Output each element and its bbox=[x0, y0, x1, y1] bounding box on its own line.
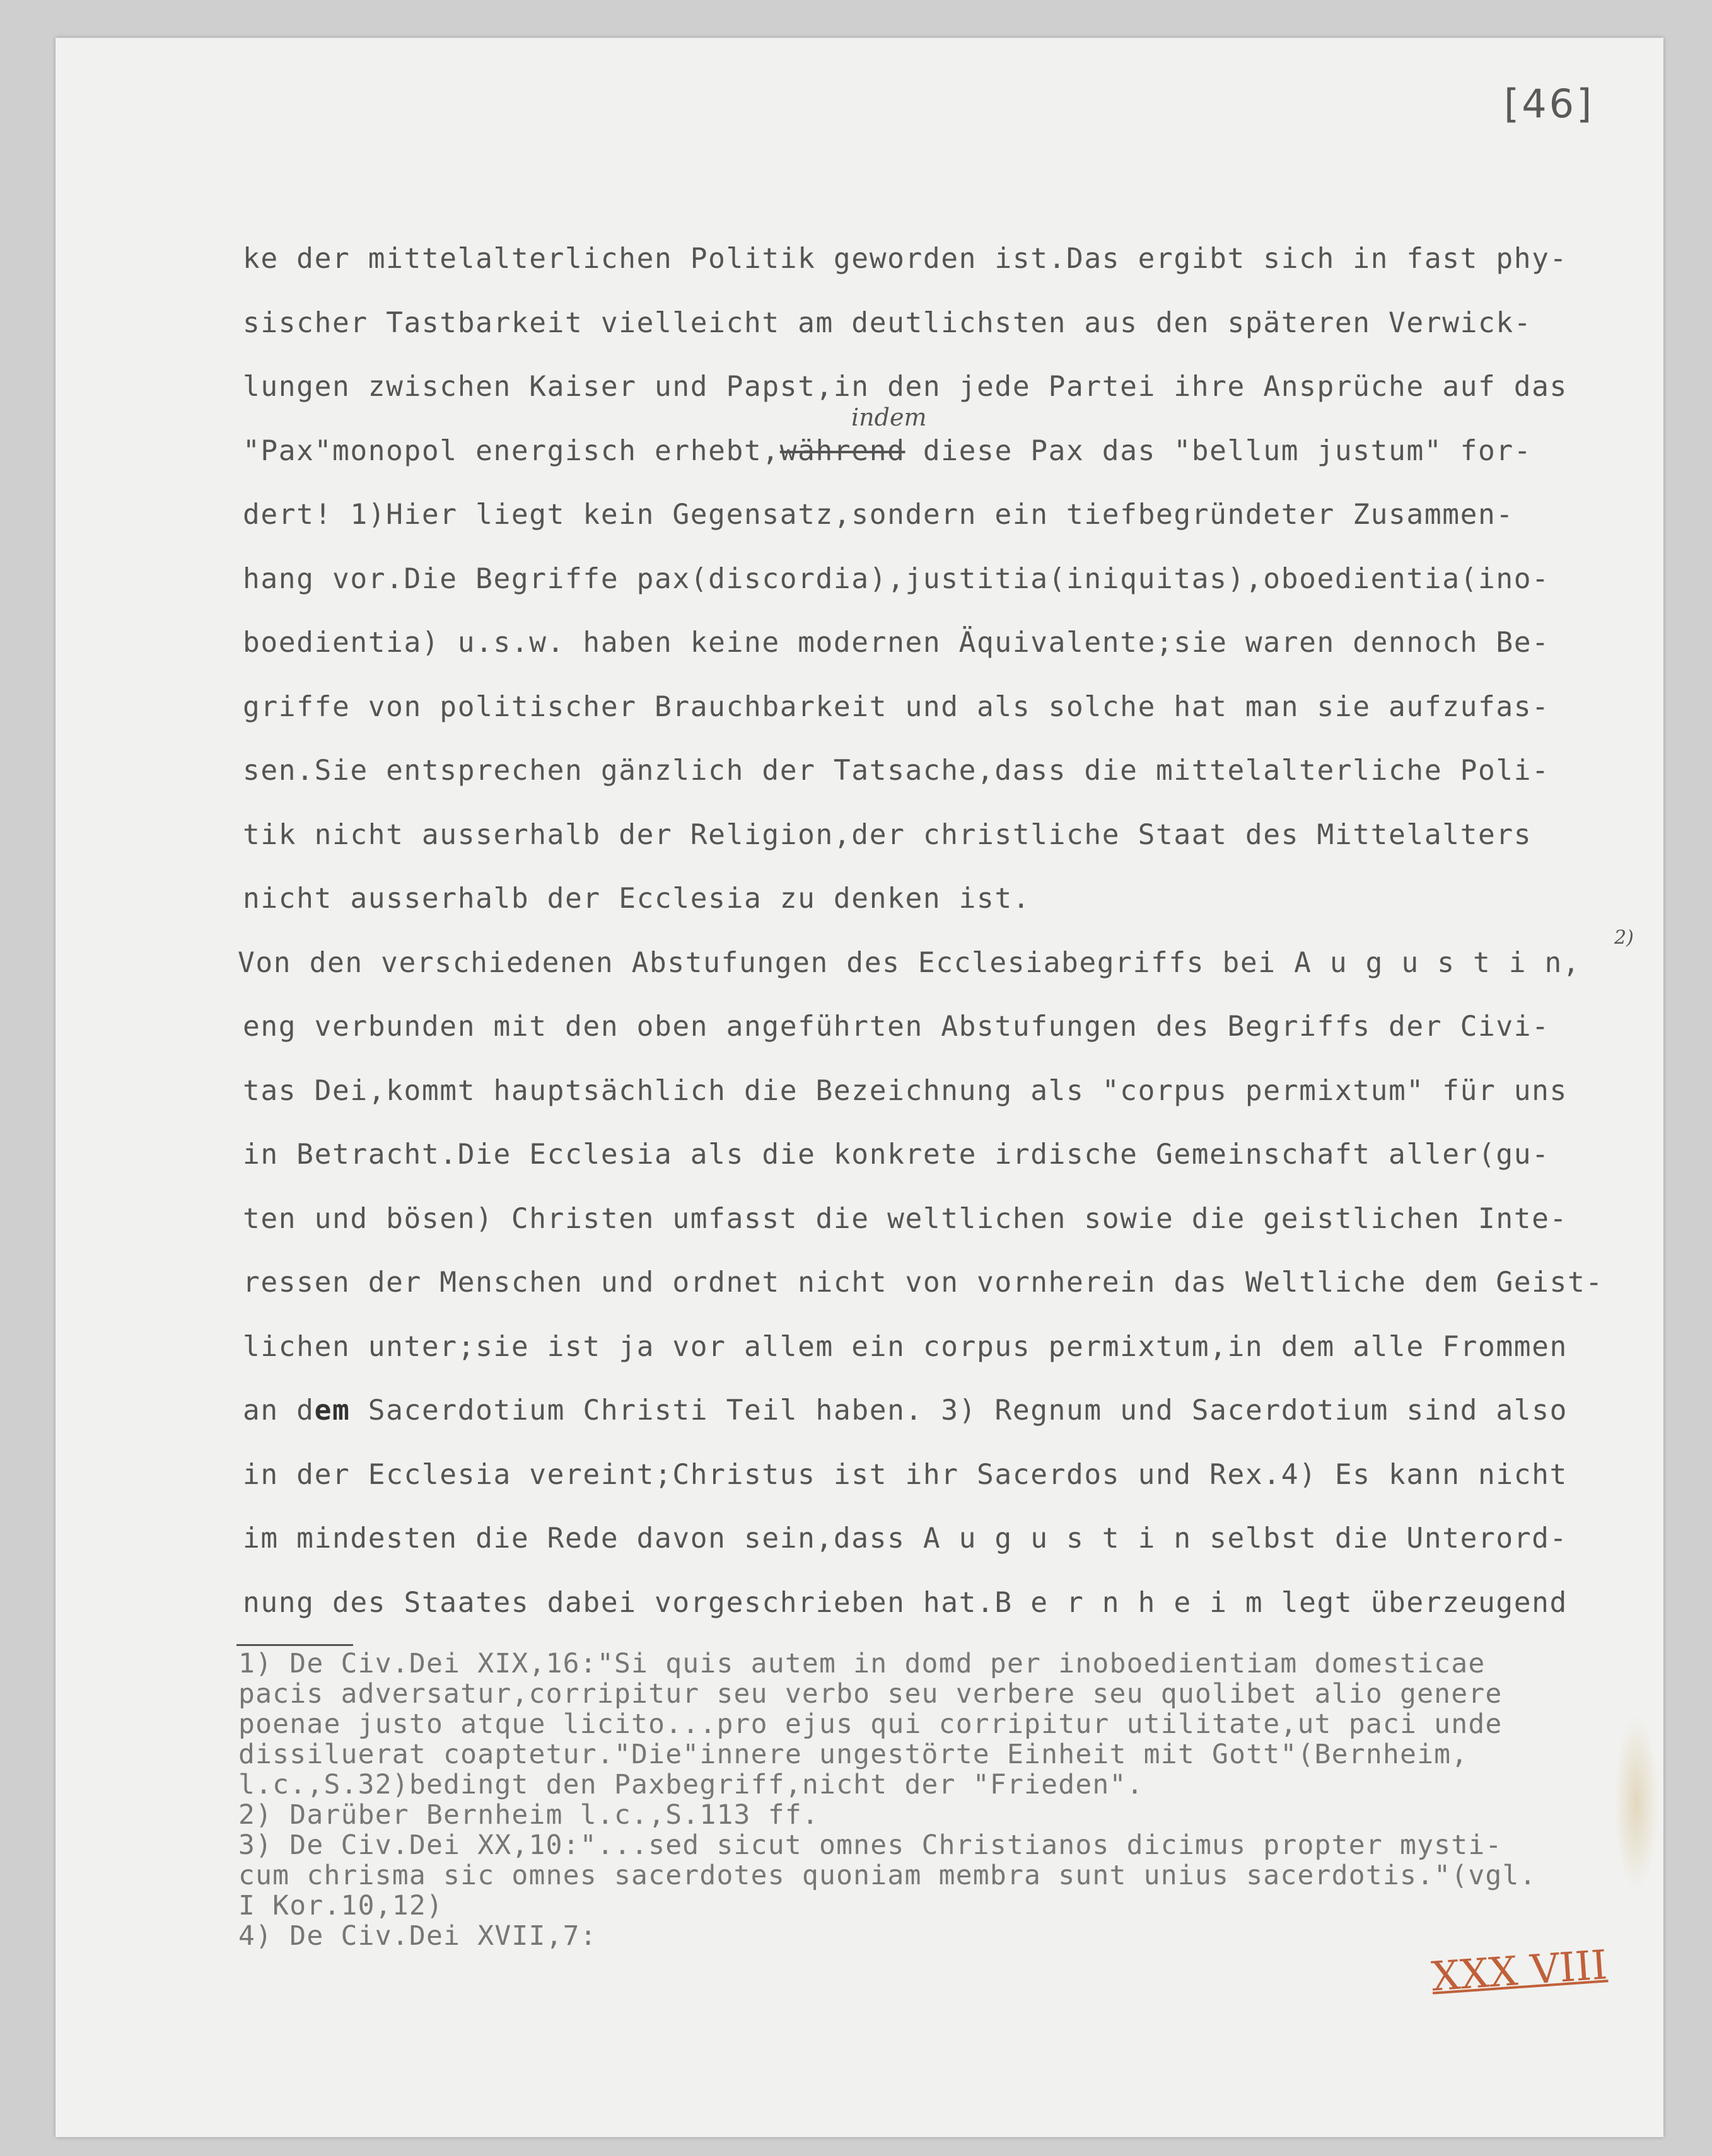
text-line: eng verbunden mit den oben angeführten Abstufungen des Begriffs der Civi- bbox=[243, 1011, 1550, 1043]
text-line: tik nicht ausserhalb der Religion,der christliche Staat des Mittelalters bbox=[243, 818, 1532, 851]
text-line: sen.Sie entsprechen gänzlich der Tatsache,dass die mittelalterliche Poli- bbox=[243, 755, 1550, 787]
footnote-line: 4) De Civ.Dei XVII,7: bbox=[238, 1920, 597, 1952]
text-line: lichen unter;sie ist ja vor allem ein corpus permixtum,in dem alle Frommen bbox=[243, 1330, 1568, 1363]
footnote-line: 3) De Civ.Dei XX,10:"...sed sicut omnes Christianos dicimus propter mysti- bbox=[238, 1829, 1503, 1861]
footnote-divider bbox=[236, 1644, 353, 1646]
text-line: im mindesten die Rede davon sein,dass A u g u s t i n selbst die Unterord- bbox=[243, 1522, 1568, 1555]
footnote-line: l.c.,S.32)bedingt den Paxbegriff,nicht der "Frieden". bbox=[238, 1769, 1144, 1800]
footnotes bbox=[238, 1649, 1670, 1951]
text-line: in Betracht.Die Ecclesia als die konkrete irdische Gemeinschaft aller(gu- bbox=[243, 1139, 1550, 1171]
text-line: ten und bösen) Christen umfasst die weltlichen sowie die geistlichen Inte- bbox=[243, 1202, 1568, 1235]
footnote-line: 2) Darüber Bernheim l.c.,S.113 ff. bbox=[238, 1799, 819, 1831]
text-line: ressen der Menschen und ordnet nicht von vornherein das Weltliche dem Geist- bbox=[243, 1266, 1604, 1299]
text-fragment: diese Pax das "bellum justum" for- bbox=[905, 434, 1532, 467]
text-line: tas Dei,kommt hauptsächlich die Bezeichnung als "corpus permixtum" für uns bbox=[243, 1074, 1568, 1107]
overtyped-word: em bbox=[314, 1394, 351, 1427]
text-fragment: an d bbox=[243, 1394, 315, 1427]
text-line bbox=[243, 419, 1668, 484]
text-line: griffe von politischer Brauchbarkeit und als solche hat man sie aufzufas- bbox=[243, 690, 1550, 723]
text-line: ke der mittelalterlichen Politik geworden ist.Das ergibt sich in fast phy- bbox=[243, 243, 1568, 275]
text-line: nung des Staates dabei vorgeschrieben hat.B e r n h e i m legt überzeugend bbox=[243, 1586, 1568, 1619]
handwritten-footnote-marker: 2) bbox=[1614, 927, 1634, 949]
footnote-line: I Kor.10,12) bbox=[238, 1890, 444, 1921]
handwritten-insertion: indem bbox=[851, 403, 927, 431]
text-line: hang vor.Die Begriffe pax(discordia),justitia(iniquitas),oboedientia(ino- bbox=[243, 562, 1550, 595]
text-fragment: "Pax"monopol energisch erhebt, bbox=[243, 434, 780, 467]
text-line: Von den verschiedenen Abstufungen des Ecclesiabegriffs bei A u g u s t i n, bbox=[238, 946, 1581, 979]
footnote-line: dissiluerat coaptetur."Die"innere ungestörte Einheit mit Gott"(Bernheim, bbox=[238, 1739, 1469, 1770]
text-line: dert! 1)Hier liegt kein Gegensatz,sondern ein tiefbegründeter Zusammen- bbox=[243, 499, 1514, 531]
footnote-line: pacis adversatur,corripitur seu verbo seu verbere seu quolibet alio genere bbox=[238, 1678, 1503, 1710]
text-line: in der Ecclesia vereint;Christus ist ihr Sacerdos und Rex.4) Es kann nicht bbox=[243, 1458, 1568, 1491]
footnote-line: cum chrisma sic omnes sacerdotes quoniam membra sunt unius sacerdotis."(vgl. bbox=[238, 1860, 1537, 1891]
text-line: nicht ausserhalb der Ecclesia zu denken ist. bbox=[243, 883, 1031, 915]
archive-folio-mark: XXX VIII bbox=[1430, 1942, 1609, 2001]
body-text bbox=[238, 227, 1668, 1635]
footnote-line: poenae justo atque licito...pro ejus qui corripitur utilitate,ut paci unde bbox=[238, 1708, 1503, 1740]
text-line: lungen zwischen Kaiser und Papst,in den jede Partei ihre Ansprüche auf das bbox=[243, 371, 1568, 403]
text-fragment: Sacerdotium Christi Teil haben. 3) Regnum und Sacerdotium sind also bbox=[350, 1394, 1568, 1427]
text-line bbox=[243, 1379, 1668, 1443]
text-line: sischer Tastbarkeit vielleicht am deutlichsten aus den späteren Verwick- bbox=[243, 306, 1532, 339]
page-number: [46] bbox=[1504, 81, 1595, 127]
footnote-line: 1) De Civ.Dei XIX,16:"Si quis autem in domd per inoboedientiam domesticae bbox=[238, 1648, 1486, 1679]
struck-word: während bbox=[779, 434, 905, 467]
text-line: boedientia) u.s.w. haben keine modernen Äquivalente;sie waren dennoch Be- bbox=[243, 627, 1550, 659]
